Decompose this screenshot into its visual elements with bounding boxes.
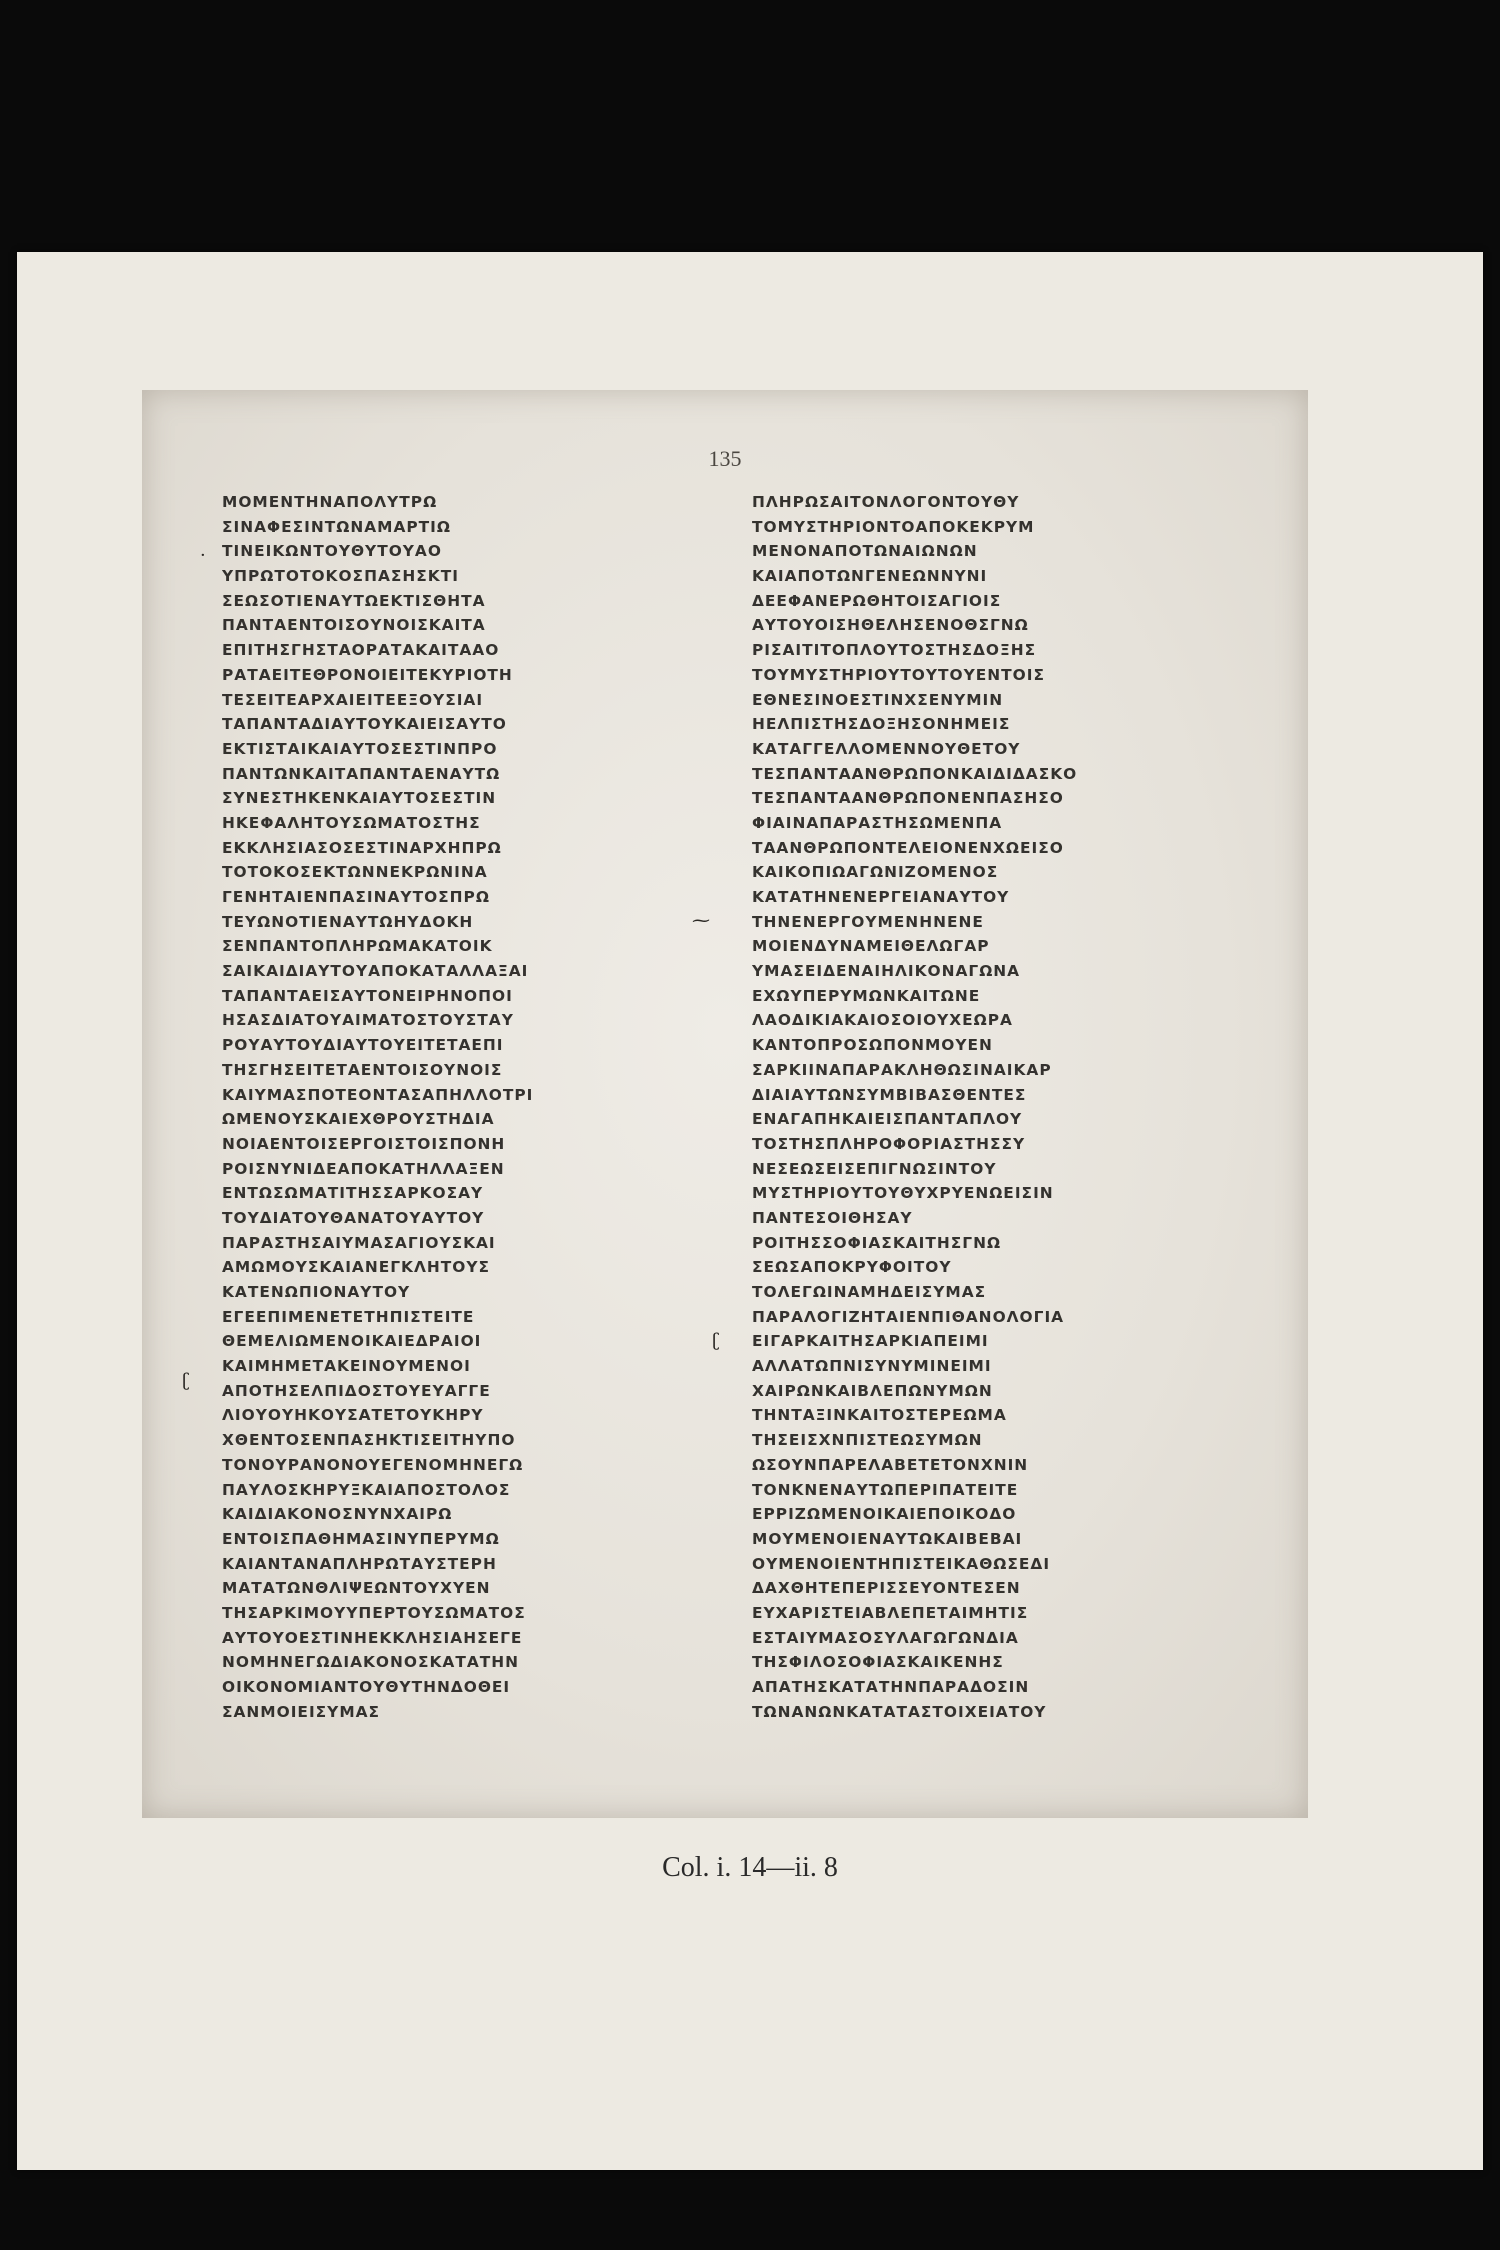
- manuscript-line: ΡΟΙΤΗΣΣΟΦΙΑΣΚΑΙΤΗΣΓΝΩ: [752, 1233, 1002, 1252]
- manuscript-line: ΤΗΣΕΙΣΧΝΠΙΣΤΕΩΣΥΜΩΝ: [752, 1431, 983, 1450]
- manuscript-line: ΧΑΙΡΩΝΚΑΙΒΛΕΠΩΝΥΜΩΝ: [752, 1381, 993, 1400]
- manuscript-line: ΚΑΙΑΝΤΑΝΑΠΛΗΡΩΤΑΥΣΤΕΡΗ: [222, 1554, 497, 1573]
- manuscript-photograph: [142, 390, 1308, 1818]
- manuscript-line: ΕΥΧΑΡΙΣΤΕΙΑΒΛΕΠΕΤΑΙΜΗΤΙΣ: [752, 1603, 1029, 1622]
- manuscript-line: ΕΝΤΩΣΩΜΑΤΙΤΗΣΣΑΡΚΟΣΑΥ: [222, 1184, 484, 1203]
- manuscript-line: ΠΑΝΤΕΣΟΙΘΗΣΑΥ: [752, 1208, 913, 1227]
- manuscript-line: ΚΑΤΑΓΓΕΛΛΟΜΕΝΝΟΥΘΕΤΟΥ: [752, 739, 1021, 758]
- manuscript-line: ΑΥΤΟΥΟΕΣΤΙΝΗΕΚΚΛΗΣΙΑΗΣΕΓΕ: [222, 1628, 523, 1647]
- manuscript-line: ΠΛΗΡΩΣΑΙΤΟΝΛΟΓΟΝΤΟΥΘΥ: [752, 493, 1020, 511]
- manuscript-line: ΤΟΝΟΥΡΑΝΟΝΟΥΕΓΕΝΟΜΗΝΕΓΩ: [222, 1455, 524, 1474]
- plate-page: [17, 252, 1483, 2170]
- manuscript-line: ΣΑΡΚΙΙΝΑΠΑΡΑΚΛΗΘΩΣΙΝΑΙΚΑΡ: [752, 1060, 1052, 1079]
- manuscript-line: ΚΑΙΜΗΜΕΤΑΚΕΙΝΟΥΜΕΝΟΙ: [222, 1357, 471, 1376]
- text-column-1: [222, 490, 652, 1724]
- plate-caption: Col. i. 14—ii. 8: [662, 1852, 838, 1883]
- manuscript-line: ΜΑΤΑΤΩΝΘΛΙΨΕΩΝΤΟΥΧΥΕΝ: [222, 1579, 491, 1598]
- margin-paragraph-mark-2: ʗ: [712, 1330, 720, 1351]
- manuscript-line: ΤΗΝΤΑΞΙΝΚΑΙΤΟΣΤΕΡΕΩΜΑ: [752, 1406, 1007, 1425]
- margin-paragraph-mark: ʗ: [182, 1370, 190, 1391]
- manuscript-line: ΝΟΙΑΕΝΤΟΙΣΕΡΓΟΙΣΤΟΙΣΠΟΝΗ: [222, 1134, 506, 1153]
- manuscript-line: ΑΥΤΟΥΟΙΣΗΘΕΛΗΣΕΝΟΘΣΓΝΩ: [752, 616, 1029, 635]
- manuscript-line: ΜΟΙΕΝΔΥΝΑΜΕΙΘΕΛΩΓΑΡ: [752, 937, 990, 956]
- manuscript-line: ΡΟΙΣΝΥΝΙΔΕΑΠΟΚΑΤΗΛΛΑΞΕΝ: [222, 1159, 505, 1178]
- manuscript-line: ΥΜΑΣΕΙΔΕΝΑΙΗΛΙΚΟΝΑΓΩΝΑ: [752, 962, 1021, 981]
- manuscript-line: ΕΓΕΕΠΙΜΕΝΕΤΕΤΗΠΙΣΤΕΙΤΕ: [222, 1307, 475, 1326]
- manuscript-line: ΤΙΝΕΙΚΩΝΤΟΥΘΥΤΟΥΑΟ: [222, 542, 442, 561]
- manuscript-line: ΟΥΜΕΝΟΙΕΝΤΗΠΙΣΤΕΙΚΑΘΩΣΕΔΙ: [752, 1554, 1051, 1573]
- manuscript-line: ΚΑΙΥΜΑΣΠΟΤΕΟΝΤΑΣΑΠΗΛΛΟΤΡΙ: [222, 1085, 534, 1104]
- manuscript-line: ΛΙΟΥΟΥΗΚΟΥΣΑΤΕΤΟΥΚΗΡΥ: [222, 1406, 484, 1425]
- manuscript-line: ΣΑΝΜΟΙΕΙΣΥΜΑΣ: [222, 1702, 381, 1721]
- manuscript-line: ΤΟΣΤΗΣΠΛΗΡΟΦΟΡΙΑΣΤΗΣΣΥ: [752, 1134, 1026, 1153]
- manuscript-line: ΤΗΝΕΝΕΡΓΟΥΜΕΝΗΝΕΝΕ: [752, 912, 984, 931]
- manuscript-line: ΩΜΕΝΟΥΣΚΑΙΕΧΘΡΟΥΣΤΗΔΙΑ: [222, 1110, 495, 1129]
- manuscript-line: ΡΟΥΑΥΤΟΥΔΙΑΥΤΟΥΕΙΤΕΤΑΕΠΙ: [222, 1036, 504, 1055]
- manuscript-line: ΚΑΙΔΙΑΚΟΝΟΣΝΥΝΧΑΙΡΩ: [222, 1505, 453, 1524]
- manuscript-line: ΤΟΛΕΓΩΙΝΑΜΗΔΕΙΣΥΜΑΣ: [752, 1283, 987, 1301]
- manuscript-line: ΜΕΝΟΝΑΠΟΤΩΝΑΙΩΝΩΝ: [752, 542, 978, 561]
- manuscript-line: ΤΑΑΝΘΡΩΠΟΝΤΕΛΕΙΟΝΕΝΧΩΕΙΣΟ: [752, 838, 1064, 857]
- manuscript-line: ΤΟΥΔΙΑΤΟΥΘΑΝΑΤΟΥΑΥΤΟΥ: [222, 1208, 485, 1227]
- manuscript-line: ΑΜΩΜΟΥΣΚΑΙΑΝΕΓΚΛΗΤΟΥΣ: [222, 1258, 491, 1277]
- manuscript-line: ΝΕΣΕΩΣΕΙΣΕΠΙΓΝΩΣΙΝΤΟΥ: [752, 1159, 997, 1178]
- manuscript-line: ΛΑΟΔΙΚΙΑΚΑΙΟΣΟΙΟΥΧΕΩΡΑ: [752, 1011, 1013, 1030]
- manuscript-line: ΔΙΑΙΑΥΤΩΝΣΥΜΒΙΒΑΣΘΕΝΤΕΣ: [752, 1085, 1027, 1104]
- manuscript-line: ΕΡΡΙΖΩΜΕΝΟΙΚΑΙΕΠΟΙΚΟΔΟ: [752, 1505, 1017, 1524]
- folio-number: 135: [708, 446, 742, 471]
- margin-marginal-note: ⁓: [692, 910, 710, 931]
- manuscript-line: ΕΝΤΟΙΣΠΑΘΗΜΑΣΙΝΥΠΕΡΥΜΩ: [222, 1529, 500, 1548]
- manuscript-line: ΕΠΙΤΗΣΓΗΣΤΑΟΡΑΤΑΚΑΙΤΑΑΟ: [222, 641, 500, 660]
- text-column-2: [752, 490, 1152, 1724]
- manuscript-line: ΔΕΕΦΑΝΕΡΩΘΗΤΟΙΣΑΓΙΟΙΣ: [752, 591, 1002, 610]
- manuscript-line: ΠΑΝΤΩΝΚΑΙΤΑΠΑΝΤΑΕΝΑΥΤΩ: [222, 764, 501, 783]
- manuscript-line: ΠΑΡΑΛΟΓΙΖΗΤΑΙΕΝΠΙΘΑΝΟΛΟΓΙΑ: [752, 1307, 1065, 1326]
- manuscript-line: ΑΠΑΤΗΣΚΑΤΑΤΗΝΠΑΡΑΔΟΣΙΝ: [752, 1678, 1030, 1696]
- manuscript-line: ΕΚΚΛΗΣΙΑΣΟΣΕΣΤΙΝΑΡΧΗΠΡΩ: [222, 838, 502, 857]
- manuscript-line: ΤΗΣΑΡΚΙΜΟΥΥΠΕΡΤΟΥΣΩΜΑΤΟΣ: [222, 1603, 526, 1622]
- manuscript-line: ΤΕΥΩΝΟΤΙΕΝΑΥΤΩΗΥΔΟΚΗ: [222, 912, 474, 931]
- margin-dot: ·: [200, 545, 206, 566]
- manuscript-line: ΕΝΑΓΑΠΗΚΑΙΕΙΣΠΑΝΤΑΠΛΟΥ: [752, 1110, 1023, 1129]
- manuscript-line: ΘΕΜΕΛΙΩΜΕΝΟΙΚΑΙΕΔΡΑΙΟΙ: [222, 1332, 482, 1351]
- manuscript-line: ΦΙΑΙΝΑΠΑΡΑΣΤΗΣΩΜΕΝΠΑ: [752, 813, 1003, 832]
- manuscript-line: ΠΑΡΑΣΤΗΣΑΙΥΜΑΣΑΓΙΟΥΣΚΑΙ: [222, 1233, 496, 1252]
- manuscript-line: ΧΘΕΝΤΟΣΕΝΠΑΣΗΚΤΙΣΕΙΤΗΥΠΟ: [222, 1431, 516, 1450]
- manuscript-line: ΣΕΝΠΑΝΤΟΠΛΗΡΩΜΑΚΑΤΟΙΚ: [222, 937, 493, 956]
- manuscript-line: ΤΗΣΓΗΣΕΙΤΕΤΑΕΝΤΟΙΣΟΥΝΟΙΣ: [222, 1060, 503, 1079]
- manuscript-line: ΗΣΑΣΔΙΑΤΟΥΑΙΜΑΤΟΣΤΟΥΣΤΑΥ: [222, 1011, 514, 1030]
- manuscript-line: ΣΙΝΑΦΕΣΙΝΤΩΝΑΜΑΡΤΙΩ: [222, 517, 451, 536]
- manuscript-line: ΣΥΝΕΣΤΗΚΕΝΚΑΙΑΥΤΟΣΕΣΤΙΝ: [222, 789, 497, 808]
- manuscript-line: ΜΥΣΤΗΡΙΟΥΤΟΥΘΥΧΡΥΕΝΩΕΙΣΙΝ: [752, 1184, 1054, 1203]
- manuscript-line: ΓΕΝΗΤΑΙΕΝΠΑΣΙΝΑΥΤΟΣΠΡΩ: [222, 888, 490, 906]
- manuscript-line: ΡΑΤΑΕΙΤΕΘΡΟΝΟΙΕΙΤΕΚΥΡΙΟΤΗ: [222, 665, 513, 684]
- manuscript-line: ΝΟΜΗΝΕΓΩΔΙΑΚΟΝΟΣΚΑΤΑΤΗΝ: [222, 1653, 519, 1672]
- manuscript-line: ΣΑΙΚΑΙΔΙΑΥΤΟΥΑΠΟΚΑΤΑΛΛΑΞΑΙ: [222, 962, 529, 981]
- manuscript-line: ΕΙΓΑΡΚΑΙΤΗΣΑΡΚΙΑΠΕΙΜΙ: [752, 1332, 989, 1351]
- manuscript-line: ΩΣΟΥΝΠΑΡΕΛΑΒΕΤΕΤΟΝΧΝΙΝ: [752, 1455, 1029, 1474]
- manuscript-line: ΑΛΛΑΤΩΠΝΙΣΥΝΥΜΙΝΕΙΜΙ: [752, 1357, 992, 1376]
- manuscript-line: ΤΗΣΦΙΛΟΣΟΦΙΑΣΚΑΙΚΕΝΗΣ: [752, 1653, 1004, 1672]
- manuscript-line: ΤΟΝΚΝΕΝΑΥΤΩΠΕΡΙΠΑΤΕΙΤΕ: [752, 1480, 1019, 1499]
- manuscript-line: ΕΧΩΥΠΕΡΥΜΩΝΚΑΙΤΩΝΕ: [752, 986, 981, 1005]
- manuscript-line: ΤΟΜΥΣΤΗΡΙΟΝΤΟΑΠΟΚΕΚΡΥΜ: [752, 517, 1035, 536]
- manuscript-line: ΟΙΚΟΝΟΜΙΑΝΤΟΥΘΥΤΗΝΔΟΘΕΙ: [222, 1678, 511, 1696]
- manuscript-line: ΚΑΙΚΟΠΙΩΑΓΩΝΙΖΟΜΕΝΟΣ: [752, 863, 999, 882]
- manuscript-line: ΑΠΟΤΗΣΕΛΠΙΔΟΣΤΟΥΕΥΑΓΓΕ: [222, 1381, 491, 1400]
- manuscript-line: ΠΑΥΛΟΣΚΗΡΥΞΚΑΙΑΠΟΣΤΟΛΟΣ: [222, 1480, 511, 1499]
- manuscript-line: ΤΩΝΑΝΩΝΚΑΤΑΤΑΣΤΟΙΧΕΙΑΤΟΥ: [752, 1702, 1047, 1721]
- manuscript-line: ΚΑΤΑΤΗΝΕΝΕΡΓΕΙΑΝΑΥΤΟΥ: [752, 888, 1010, 906]
- manuscript-line: ΣΕΩΣΟΤΙΕΝΑΥΤΩΕΚΤΙΣΘΗΤΑ: [222, 591, 486, 610]
- manuscript-line: ΥΠΡΩΤΟΤΟΚΟΣΠΑΣΗΣΚΤΙ: [222, 567, 459, 586]
- manuscript-line: ΗΚΕΦΑΛΗΤΟΥΣΩΜΑΤΟΣΤΗΣ: [222, 813, 481, 832]
- manuscript-line: ΤΟΤΟΚΟΣΕΚΤΩΝΝΕΚΡΩΝΙΝΑ: [222, 863, 488, 882]
- manuscript-line: ΗΕΛΠΙΣΤΗΣΔΟΞΗΣΟΝΗΜΕΙΣ: [752, 715, 1011, 734]
- manuscript-line: ΚΑΝΤΟΠΡΟΣΩΠΟΝΜΟΥΕΝ: [752, 1036, 993, 1055]
- manuscript-line: ΤΕΣΠΑΝΤΑΑΝΘΡΩΠΟΝΚΑΙΔΙΔΑΣΚΟ: [752, 764, 1078, 783]
- manuscript-line: ΕΣΤΑΙΥΜΑΣΟΣΥΛΑΓΩΓΩΝΔΙΑ: [752, 1628, 1019, 1647]
- manuscript-line: ΤΑΠΑΝΤΑΕΙΣΑΥΤΟΝΕΙΡΗΝΟΠΟΙ: [222, 986, 513, 1005]
- manuscript-line: ΕΚΤΙΣΤΑΙΚΑΙΑΥΤΟΣΕΣΤΙΝΠΡΟ: [222, 739, 498, 758]
- manuscript-line: ΣΕΩΣΑΠΟΚΡΥΦΟΙΤΟΥ: [752, 1258, 952, 1277]
- manuscript-line: ΡΙΣΑΙΤΙΤΟΠΛΟΥΤΟΣΤΗΣΔΟΞΗΣ: [752, 641, 1037, 660]
- manuscript-line: ΕΘΝΕΣΙΝΟΕΣΤΙΝΧΣΕΝΥΜΙΝ: [752, 690, 1004, 709]
- manuscript-line: ΤΕΣΠΑΝΤΑΑΝΘΡΩΠΟΝΕΝΠΑΣΗΣΟ: [752, 789, 1064, 808]
- manuscript-line: ΔΑΧΘΗΤΕΠΕΡΙΣΣΕΥΟΝΤΕΣΕΝ: [752, 1579, 1021, 1598]
- manuscript-line: ΤΑΠΑΝΤΑΔΙΑΥΤΟΥΚΑΙΕΙΣΑΥΤΟ: [222, 715, 507, 734]
- manuscript-line: ΜΟΥΜΕΝΟΙΕΝΑΥΤΩΚΑΙΒΕΒΑΙ: [752, 1529, 1023, 1548]
- manuscript-line: ΚΑΤΕΝΩΠΙΟΝΑΥΤΟΥ: [222, 1283, 411, 1301]
- manuscript-line: ΚΑΙΑΠΟΤΩΝΓΕΝΕΩΝΝΥΝΙ: [752, 567, 988, 586]
- manuscript-line: ΠΑΝΤΑΕΝΤΟΙΣΟΥΝΟΙΣΚΑΙΤΑ: [222, 616, 486, 635]
- manuscript-line: ΜΟΜΕΝΤΗΝΑΠΟΛΥΤΡΩ: [222, 493, 438, 511]
- manuscript-line: ΤΟΥΜΥΣΤΗΡΙΟΥΤΟΥΤΟΥΕΝΤΟΙΣ: [752, 665, 1045, 684]
- manuscript-line: ΤΕΣΕΙΤΕΑΡΧΑΙΕΙΤΕΕΞΟΥΣΙΑΙ: [222, 690, 484, 709]
